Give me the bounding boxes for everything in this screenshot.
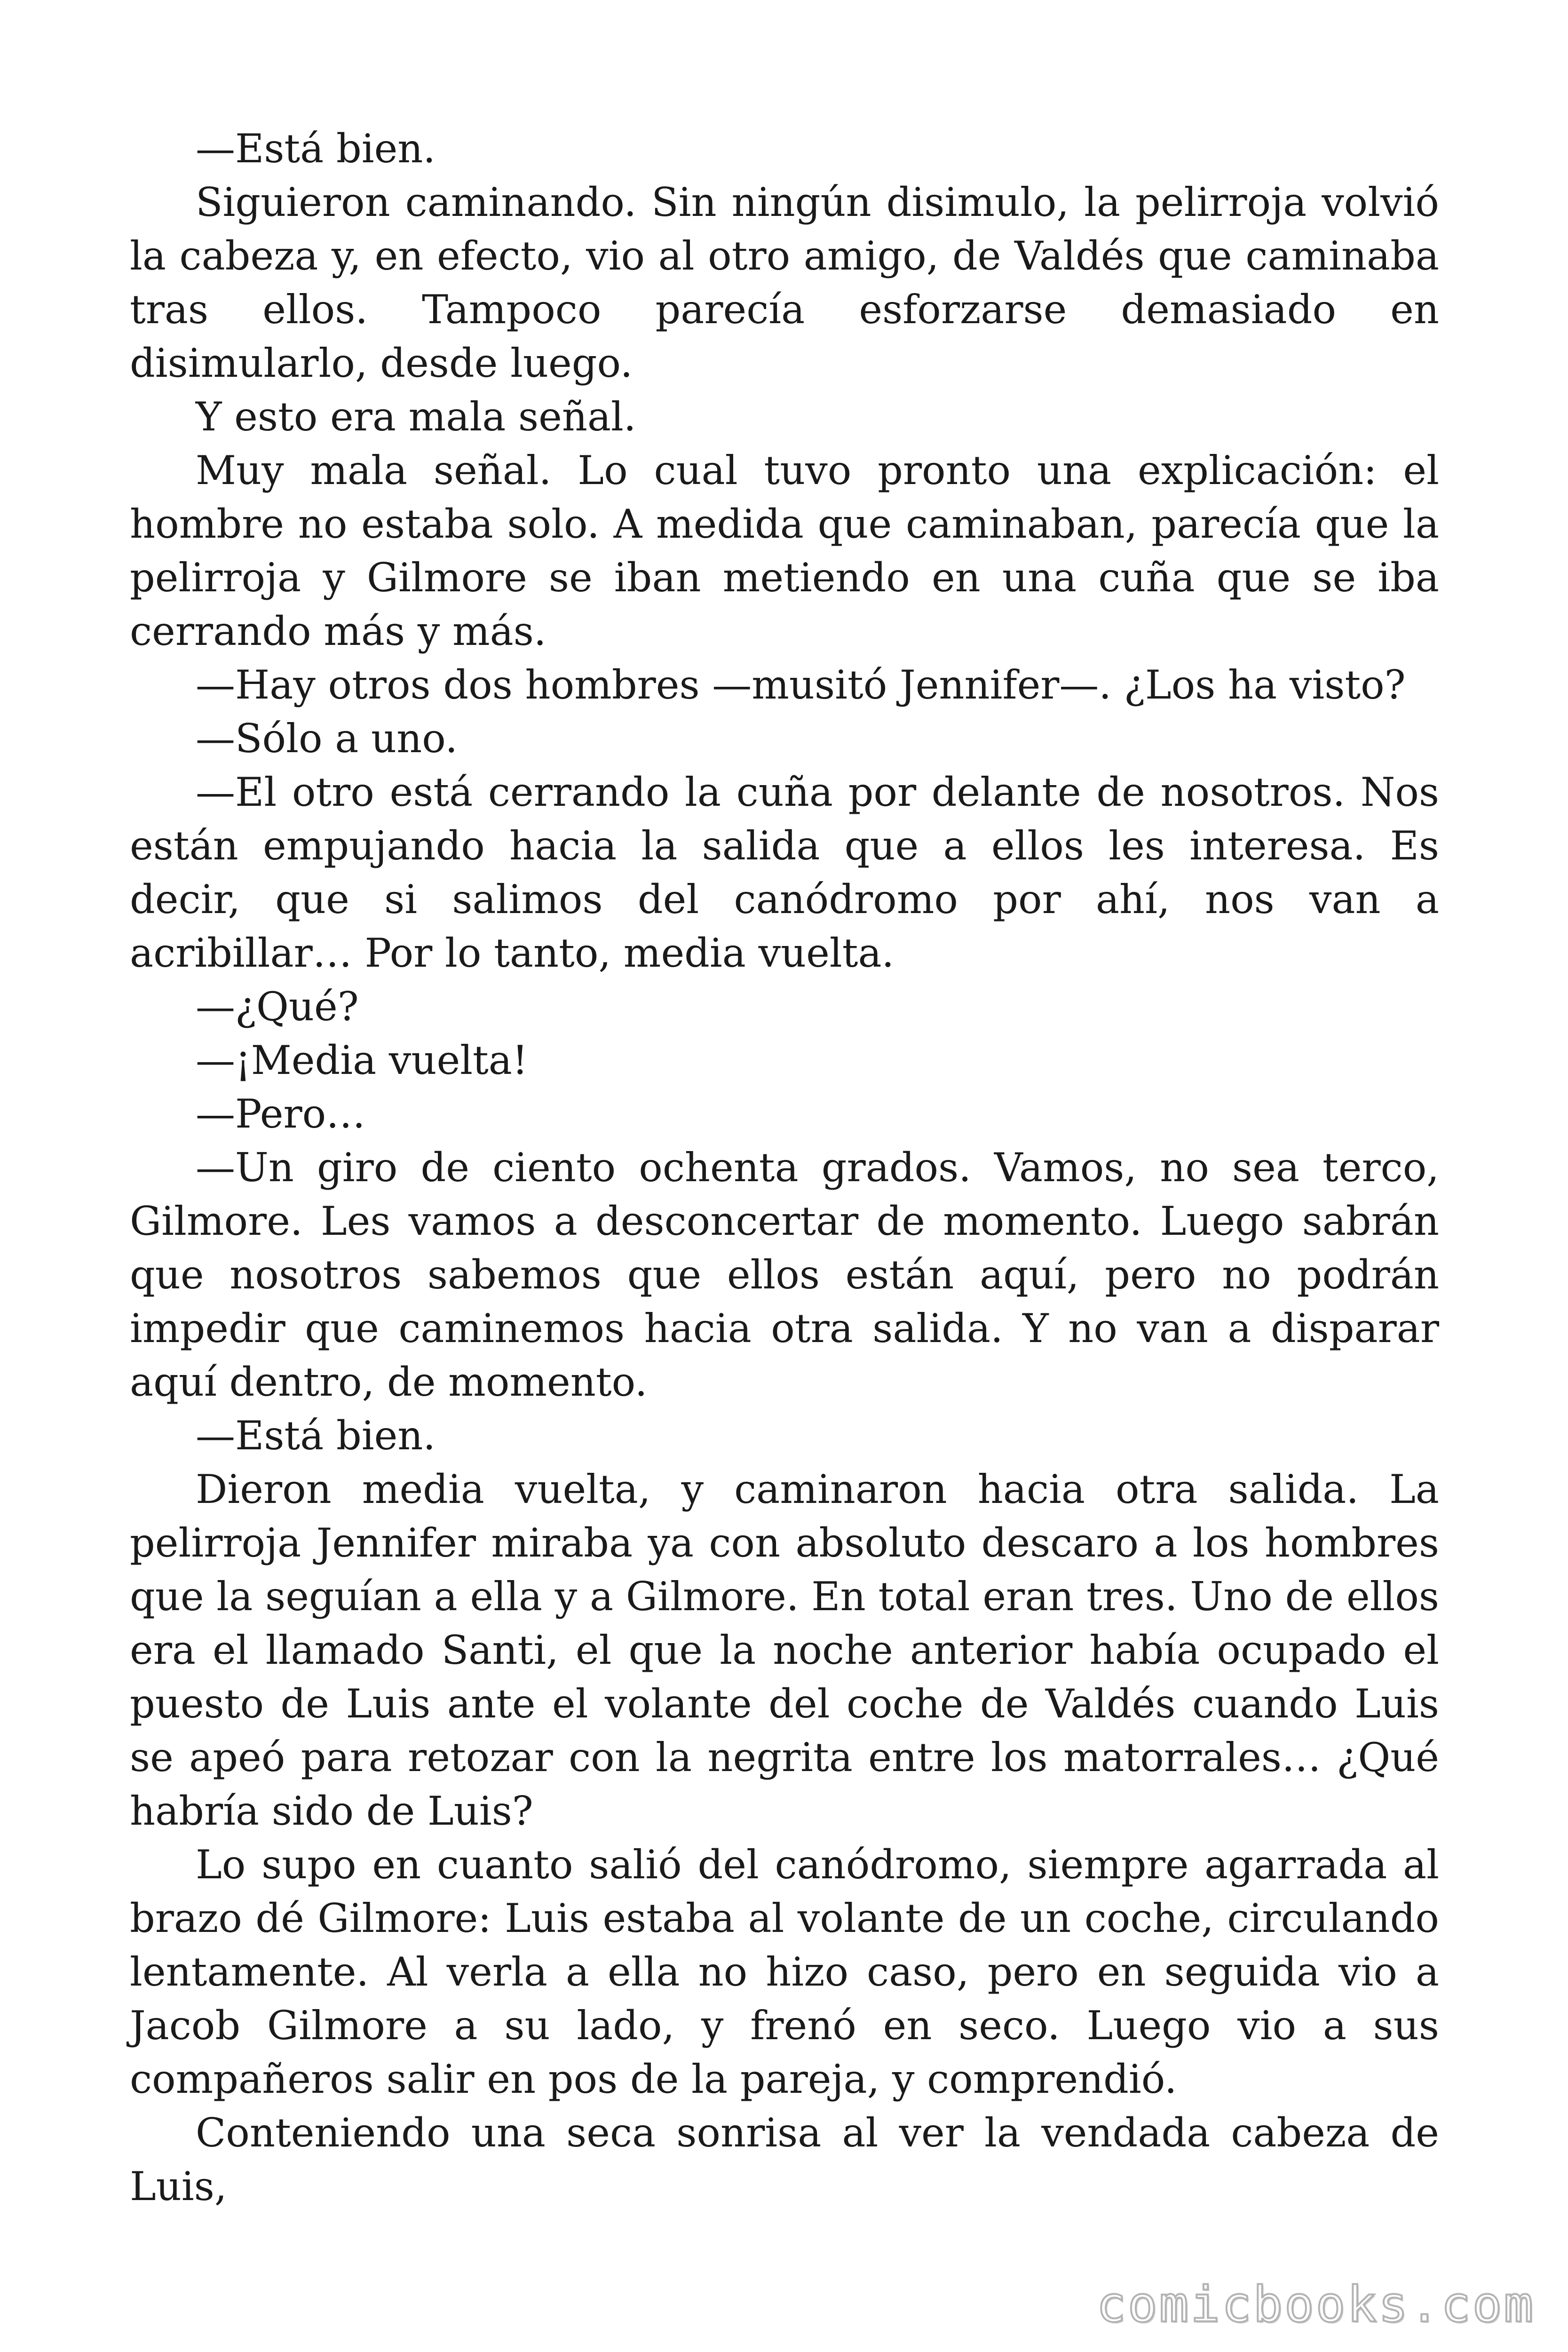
paragraph: —Hay otros dos hombres —musitó Jennifer—. ¿Los ha visto? [196, 662, 1406, 708]
paragraph: Muy mala señal. Lo cual tuvo pronto una explicación: el hombre no estaba solo. A medida que caminaban, parecía que la pelirroja y Gilmore se iban metiendo en una cuña que se iba cerrando más y más. [130, 447, 1439, 654]
paragraph: —¡Media vuelta! [196, 1037, 528, 1083]
paragraph: —Está bien. [196, 126, 436, 172]
paragraph: —Un giro de ciento ochenta grados. Vamos, no sea terco, Gilmore. Les vamos a desconcertar de momento. Luego sabrán que nosotros sabemos que ellos están aquí, pero no podrán impedir que caminemos hacia otra salida. Y no van a disparar aquí dentro, de momento. [130, 1144, 1439, 1405]
paragraph: —El otro está cerrando la cuña por delante de nosotros. Nos están empujando hacia la salida que a ellos les interesa. Es decir, que si salimos del canódromo por ahí, nos van a acribillar… Por lo tanto, media vuelta. [130, 769, 1439, 976]
paragraph: Conteniendo una seca sonrisa al ver la vendada cabeza de Luis, [130, 2110, 1439, 2209]
paragraph: —Pero… [196, 1091, 366, 1137]
paragraph: —Sólo a uno. [196, 715, 458, 762]
page-body [130, 122, 1439, 2213]
paragraph: —Está bien. [196, 1413, 436, 1459]
paragraph: Lo supo en cuanto salió del canódromo, siempre agarrada al brazo dé Gilmore: Luis estaba al volante de un coche, circulando lentamente. Al verla a ella no hizo caso, pero en seguida vio a Jacob Gilmore a su lado, y frenó en seco. Luego vio a sus compañeros salir en pos de la pareja, y comprendió. [130, 1842, 1439, 2102]
paragraph: Siguieron caminando. Sin ningún disimulo, la pelirroja volvió la cabeza y, en efecto, vio al otro amigo, de Valdés que caminaba tras ellos. Tampoco parecía esforzarse demasiado en disimularlo, desde luego. [130, 179, 1439, 386]
paragraph: —¿Qué? [196, 984, 359, 1030]
watermark: comicbooks.com [1096, 2276, 1535, 2333]
paragraph: Dieron media vuelta, y caminaron hacia otra salida. La pelirroja Jennifer miraba ya con absoluto descaro a los hombres que la seguían a ella y a Gilmore. En total eran tres. Uno de ellos era el llamado Santi, el que la noche anterior había ocupado el puesto de Luis ante el volante del coche de Valdés cuando Luis se apeó para retozar con la negrita entre los matorrales… ¿Qué habría sido de Luis? [130, 1466, 1439, 1834]
paragraph: Y esto era mala señal. [196, 394, 636, 440]
